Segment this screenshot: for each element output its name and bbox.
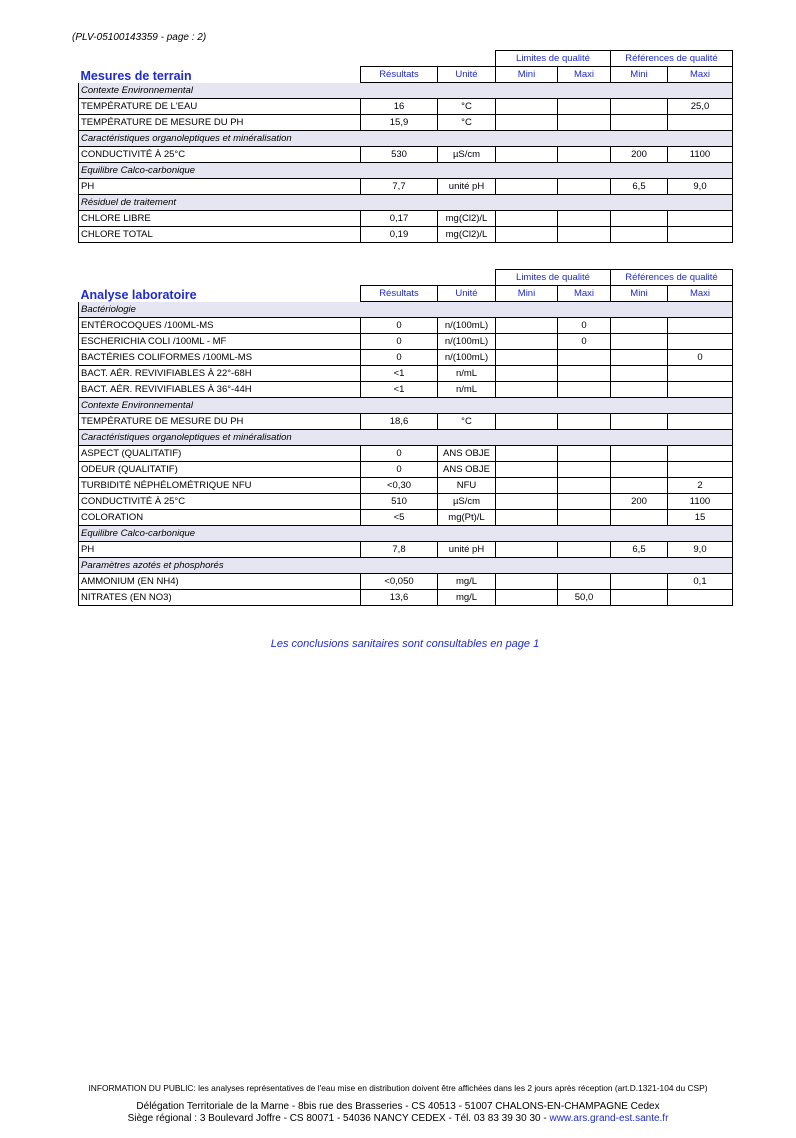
headquarters-address-text: Siège régional : 3 Boulevard Joffre - CS 80071 - 54036 NANCY CEDEX - Tél. 03 83 39 30 30 - <box>127 1113 550 1124</box>
limit-min-value <box>496 574 558 590</box>
result-value: <0,050 <box>361 574 438 590</box>
laboratory-analysis-table <box>78 269 733 606</box>
parameter-row <box>79 115 733 131</box>
reference-min-value <box>611 115 668 131</box>
limit-max-value <box>558 446 611 462</box>
unit-value: unité pH <box>438 179 496 195</box>
category-label: Equilibre Calco-carbonique <box>79 526 733 542</box>
reference-min-value <box>611 366 668 382</box>
parameter-row <box>79 179 733 195</box>
limit-min-value <box>496 115 558 131</box>
unit-value: n/mL <box>438 366 496 382</box>
header-row-columns <box>79 67 733 83</box>
unit-value: n/(100mL) <box>438 334 496 350</box>
quality-limits-header: Limites de qualité <box>496 51 611 67</box>
result-value: 16 <box>361 99 438 115</box>
reference-min-value <box>611 318 668 334</box>
limit-max-value: 0 <box>558 334 611 350</box>
limit-min-value <box>496 510 558 526</box>
website-link[interactable]: www.ars.grand-est.sante.fr <box>549 1113 669 1124</box>
category-row <box>79 195 733 211</box>
limit-min-value <box>496 99 558 115</box>
result-value: <1 <box>361 366 438 382</box>
reference-min-value <box>611 414 668 430</box>
parameter-name: COLORATION <box>79 510 361 526</box>
category-row <box>79 430 733 446</box>
parameter-row <box>79 211 733 227</box>
parameter-name: TURBIDITÉ NÉPHÉLOMÉTRIQUE NFU <box>79 478 361 494</box>
limit-max-value <box>558 366 611 382</box>
reference-max-value <box>668 211 733 227</box>
parameter-row <box>79 446 733 462</box>
unit-value: mg(Cl2)/L <box>438 227 496 243</box>
public-information-footer: INFORMATION DU PUBLIC: les analyses représentatives de l'eau mise en distribution doivent être affichées dans les 2 jours après réception (art.D.1321-104 du CSP) <box>88 1083 708 1093</box>
result-value: 13,6 <box>361 590 438 606</box>
result-value: 7,8 <box>361 542 438 558</box>
limit-max-value <box>558 115 611 131</box>
category-label: Contexte Environnemental <box>79 398 733 414</box>
parameter-name: ODEUR (QUALITATIF) <box>79 462 361 478</box>
reference-min-value <box>611 574 668 590</box>
parameter-row <box>79 542 733 558</box>
limit-max-value: 50,0 <box>558 590 611 606</box>
result-value: 18,6 <box>361 414 438 430</box>
category-label: Caractéristiques organoleptiques et minéralisation <box>79 131 733 147</box>
parameter-name: BACT. AÉR. REVIVIFIABLES À 22°-68H <box>79 366 361 382</box>
unit-value: °C <box>438 414 496 430</box>
reference-min-value <box>611 478 668 494</box>
parameter-row <box>79 227 733 243</box>
result-value: <1 <box>361 382 438 398</box>
parameter-name: BACT. AÉR. REVIVIFIABLES À 36°-44H <box>79 382 361 398</box>
category-row <box>79 131 733 147</box>
unit-value: mg/L <box>438 574 496 590</box>
result-value: 0 <box>361 446 438 462</box>
reference-min-value <box>611 350 668 366</box>
parameter-row <box>79 462 733 478</box>
header-row-columns <box>79 286 733 302</box>
limit-max-value <box>558 510 611 526</box>
result-value: 0 <box>361 462 438 478</box>
limit-min-value <box>496 478 558 494</box>
result-value: <5 <box>361 510 438 526</box>
address-footer <box>0 1101 796 1125</box>
limit-min-value <box>496 334 558 350</box>
parameter-name: TEMPÉRATURE DE MESURE DU PH <box>79 115 361 131</box>
reference-max-value: 1100 <box>668 147 733 163</box>
category-label: Résiduel de traitement <box>79 195 733 211</box>
parameter-name: ASPECT (QUALITATIF) <box>79 446 361 462</box>
unit-value: ANS OBJE <box>438 462 496 478</box>
limit-min-value <box>496 462 558 478</box>
unit-value: ANS OBJE <box>438 446 496 462</box>
parameter-row <box>79 574 733 590</box>
limit-max-value <box>558 478 611 494</box>
reference-min-value: 6,5 <box>611 179 668 195</box>
reference-min-value <box>611 382 668 398</box>
results-column-header: Résultats <box>361 67 438 83</box>
parameter-row <box>79 414 733 430</box>
category-row <box>79 302 733 318</box>
reference-max-value: 2 <box>668 478 733 494</box>
limit-min-value <box>496 350 558 366</box>
result-value: 510 <box>361 494 438 510</box>
limit-min-value <box>496 318 558 334</box>
reference-min-value <box>611 462 668 478</box>
reference-min-value <box>611 211 668 227</box>
parameter-row <box>79 478 733 494</box>
reference-max-value: 15 <box>668 510 733 526</box>
limit-min-value <box>496 494 558 510</box>
parameter-name: PH <box>79 179 361 195</box>
unit-value: mg(Pt)/L <box>438 510 496 526</box>
headquarters-address <box>0 1113 796 1125</box>
terrain-measurements-table <box>78 50 733 243</box>
limit-max-value <box>558 350 611 366</box>
reference-max-value <box>668 318 733 334</box>
reference-max-value: 25,0 <box>668 99 733 115</box>
unit-column-header: Unité <box>438 286 496 302</box>
unit-value: mg(Cl2)/L <box>438 211 496 227</box>
reference-min-column-header: Mini <box>611 67 668 83</box>
parameter-row <box>79 494 733 510</box>
reference-min-value <box>611 510 668 526</box>
limit-min-value <box>496 542 558 558</box>
reference-max-value: 1100 <box>668 494 733 510</box>
result-value: 0 <box>361 318 438 334</box>
reference-min-value: 200 <box>611 147 668 163</box>
parameter-row <box>79 510 733 526</box>
reference-max-value <box>668 462 733 478</box>
result-value: 0 <box>361 350 438 366</box>
limit-max-column-header: Maxi <box>558 286 611 302</box>
reference-min-column-header: Mini <box>611 286 668 302</box>
reference-min-value: 200 <box>611 494 668 510</box>
parameter-name: ENTÉROCOQUES /100ML-MS <box>79 318 361 334</box>
parameter-name: ESCHERICHIA COLI /100ML - MF <box>79 334 361 350</box>
parameter-row <box>79 590 733 606</box>
limit-min-value <box>496 179 558 195</box>
conclusion-note: Les conclusions sanitaires sont consultables en page 1 <box>270 638 540 650</box>
limit-max-value <box>558 414 611 430</box>
parameter-name: TEMPÉRATURE DE L'EAU <box>79 99 361 115</box>
parameter-row <box>79 366 733 382</box>
limit-max-value <box>558 542 611 558</box>
category-row <box>79 163 733 179</box>
limit-max-value <box>558 179 611 195</box>
result-value: <0,30 <box>361 478 438 494</box>
category-label: Bactériologie <box>79 302 733 318</box>
section-title: Mesures de terrain <box>80 68 192 83</box>
result-value: 15,9 <box>361 115 438 131</box>
reference-min-value <box>611 227 668 243</box>
limit-max-value <box>558 382 611 398</box>
limit-max-value <box>558 574 611 590</box>
reference-min-value <box>611 99 668 115</box>
parameter-name: AMMONIUM (EN NH4) <box>79 574 361 590</box>
limit-min-column-header: Mini <box>496 67 558 83</box>
category-label: Paramètres azotés et phosphorés <box>79 558 733 574</box>
results-column-header: Résultats <box>361 286 438 302</box>
header-row-limits <box>79 51 733 67</box>
unit-value: n/(100mL) <box>438 350 496 366</box>
result-value: 0 <box>361 334 438 350</box>
reference-max-value: 9,0 <box>668 542 733 558</box>
reference-max-value <box>668 227 733 243</box>
document-reference: (PLV-05100143359 - page : 2) <box>72 32 207 43</box>
parameter-name: PH <box>79 542 361 558</box>
category-label: Contexte Environnemental <box>79 83 733 99</box>
parameter-name: NITRATES (EN NO3) <box>79 590 361 606</box>
reference-max-value: 0 <box>668 350 733 366</box>
category-row <box>79 558 733 574</box>
limit-min-value <box>496 382 558 398</box>
parameter-name: CONDUCTIVITÉ À 25°C <box>79 147 361 163</box>
limit-min-column-header: Mini <box>496 286 558 302</box>
unit-value: n/mL <box>438 382 496 398</box>
delegation-address: Délégation Territoriale de la Marne - 8bis rue des Brasseries - CS 40513 - 51007 CHALONS-EN-CHAMPAGNE Cedex <box>136 1101 660 1112</box>
result-value: 0,17 <box>361 211 438 227</box>
category-row <box>79 83 733 99</box>
unit-value: NFU <box>438 478 496 494</box>
parameter-name: TEMPÉRATURE DE MESURE DU PH <box>79 414 361 430</box>
parameter-row <box>79 318 733 334</box>
reference-max-value <box>668 366 733 382</box>
limit-max-value: 0 <box>558 318 611 334</box>
limit-max-value <box>558 227 611 243</box>
limit-min-value <box>496 446 558 462</box>
limit-max-value <box>558 211 611 227</box>
quality-references-header: Références de qualité <box>611 51 733 67</box>
reference-min-value <box>611 446 668 462</box>
parameter-name: CHLORE LIBRE <box>79 211 361 227</box>
result-value: 0,19 <box>361 227 438 243</box>
quality-limits-header: Limites de qualité <box>496 270 611 286</box>
parameter-row <box>79 350 733 366</box>
unit-value: unité pH <box>438 542 496 558</box>
reference-max-value <box>668 414 733 430</box>
limit-min-value <box>496 211 558 227</box>
reference-max-value <box>668 334 733 350</box>
category-label: Equilibre Calco-carbonique <box>79 163 733 179</box>
reference-max-column-header: Maxi <box>668 286 733 302</box>
category-row <box>79 398 733 414</box>
reference-max-column-header: Maxi <box>668 67 733 83</box>
parameter-row <box>79 147 733 163</box>
reference-min-value <box>611 334 668 350</box>
unit-value: °C <box>438 99 496 115</box>
limit-min-value <box>496 366 558 382</box>
reference-max-value <box>668 382 733 398</box>
limit-max-column-header: Maxi <box>558 67 611 83</box>
unit-value: mg/L <box>438 590 496 606</box>
reference-max-value: 9,0 <box>668 179 733 195</box>
section-title: Analyse laboratoire <box>80 287 197 302</box>
limit-min-value <box>496 227 558 243</box>
unit-value: µS/cm <box>438 494 496 510</box>
reference-min-value: 6,5 <box>611 542 668 558</box>
quality-references-header: Références de qualité <box>611 270 733 286</box>
result-value: 530 <box>361 147 438 163</box>
limit-max-value <box>558 494 611 510</box>
unit-value: n/(100mL) <box>438 318 496 334</box>
result-value: 7,7 <box>361 179 438 195</box>
reference-max-value <box>668 590 733 606</box>
category-label: Caractéristiques organoleptiques et minéralisation <box>79 430 733 446</box>
category-row <box>79 526 733 542</box>
reference-max-value: 0,1 <box>668 574 733 590</box>
parameter-row <box>79 99 733 115</box>
reference-min-value <box>611 590 668 606</box>
reference-max-value <box>668 115 733 131</box>
limit-max-value <box>558 99 611 115</box>
header-row-limits <box>79 270 733 286</box>
limit-min-value <box>496 590 558 606</box>
unit-value: °C <box>438 115 496 131</box>
parameter-row <box>79 334 733 350</box>
parameter-name: CONDUCTIVITÉ À 25°C <box>79 494 361 510</box>
unit-column-header: Unité <box>438 67 496 83</box>
limit-min-value <box>496 414 558 430</box>
reference-max-value <box>668 446 733 462</box>
unit-value: µS/cm <box>438 147 496 163</box>
parameter-name: BACTÉRIES COLIFORMES /100ML-MS <box>79 350 361 366</box>
parameter-row <box>79 382 733 398</box>
limit-min-value <box>496 147 558 163</box>
parameter-name: CHLORE TOTAL <box>79 227 361 243</box>
limit-max-value <box>558 462 611 478</box>
limit-max-value <box>558 147 611 163</box>
